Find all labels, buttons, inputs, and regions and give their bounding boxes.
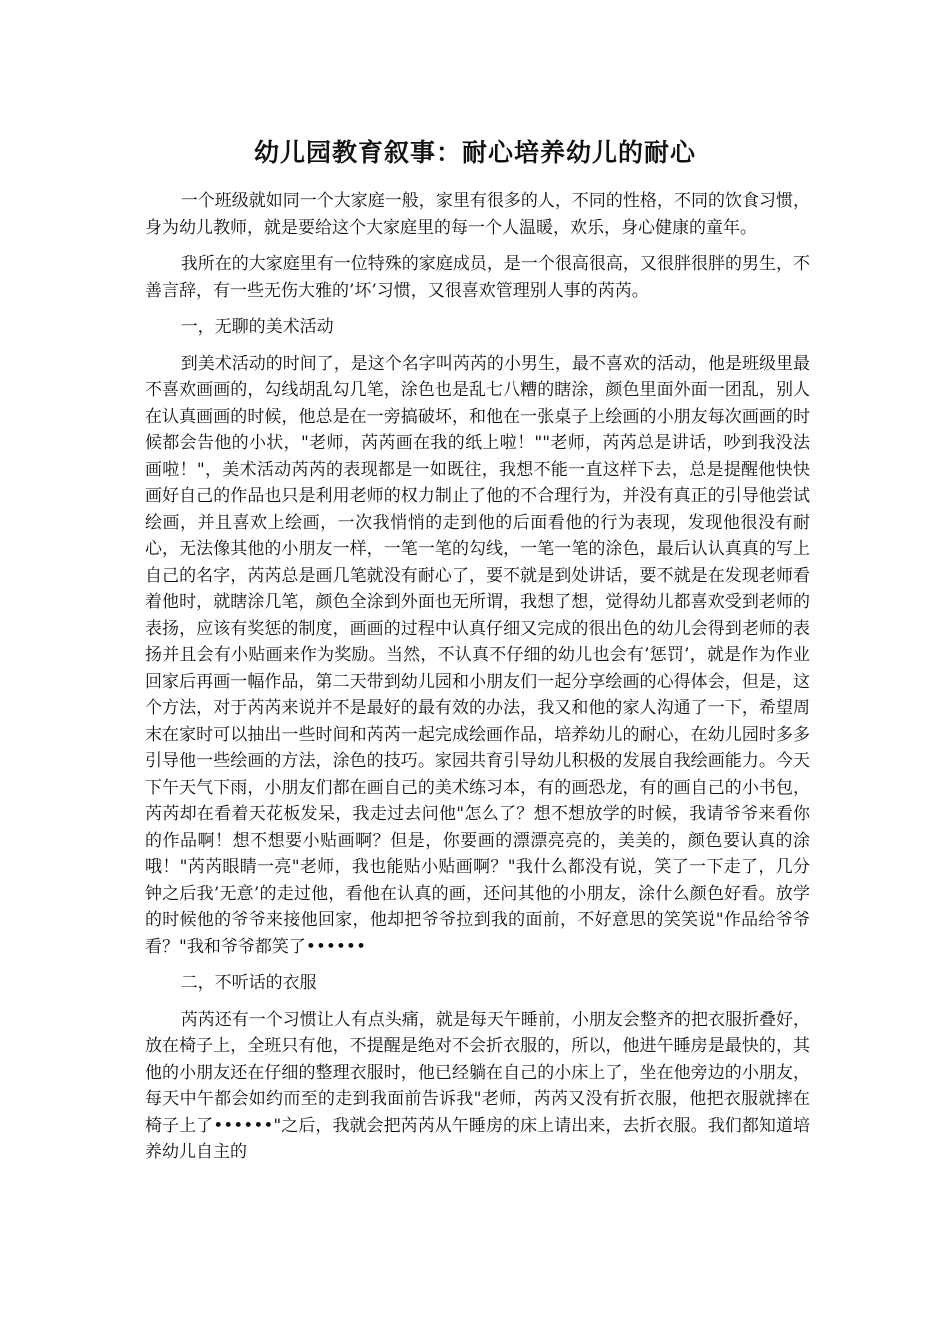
- intro-paragraph-2: 我所在的大家庭里有一位特殊的家庭成员，是一个很高很高，又很胖很胖的男生，不善言辞，有一些无伤大雅的’坏’习惯，又很喜欢管理别人事的芮芮。: [145, 254, 810, 301]
- section-1-heading: 一，无聊的美术活动: [180, 317, 334, 337]
- section-2-heading: 二，不听话的衣服: [180, 973, 317, 993]
- intro-paragraph-1: 一个班级就如同一个大家庭一般，家里有很多的人，不同的性格，不同的饮食习惯，身为幼儿教师，就是要给这个大家庭里的每一个人温暖，欢乐，身心健康的童年。: [145, 191, 810, 238]
- document-title: 幼儿园教育叙事：耐心培养幼儿的耐心: [253, 138, 696, 167]
- section-1-paragraph: 到美术活动的时间了，是这个名字叫芮芮的小男生，最不喜欢的活动，他是班级里最不喜欢画画的，勾线胡乱勾几笔，涂色也是乱七八糟的瞎涂，颜色里面外面一团乱，别人在认真画画的时候，他总是在一旁搞破坏，和他在一张桌子上绘画的小朋友每次画画的时候都会告他的小状，"老师，芮芮画在我的纸上啦！""老师，芮芮总是讲话，吵到我没法画啦！"，美术活动芮芮的表现都是一如既往，我想不能一直这样下去，总是提醒他快快画好自己的作品也只是利用老师的权力制止了他的不合理行为，并没有真正的引导他尝试绘画，并且喜欢上绘画，一次我悄悄的走到他的后面看他的行为表现，发现他很没有耐心，无法像其他的小朋友一样，一笔一笔的勾线，一笔一笔的涂色，最后认认真真的写上自己的名字，芮芮总是画几笔就没有耐心了，要不就是到处讲话，要不就是在发现老师看着他时，就瞎涂几笔，颜色全涂到外面也无所谓，我想了想，觉得幼儿都喜欢受到老师的表扬，应该有奖惩的制度，画画的过程中认真仔细又完成的很出色的幼儿会得到老师的表扬并且会有小贴画来作为奖励。当然，不认真不仔细的幼儿也会有’惩罚’，就是作为作业回家后再画一幅作品，第二天带到幼儿园和小朋友们一起分享绘画的心得体会，但是，这个方法，对于芮芮来说并不是最好的最有效的办法，我又和他的家人沟通了一下，希望周末在家时可以抽出一些时间和芮芮一起完成绘画作品，培养幼儿的耐心，在幼儿园时多多引导他一些绘画的方法，涂色的技巧。家园共育引导幼儿积极的发展自我绘画能力。今天下午天气下雨，小朋友们都在画自己的美术练习本，有的画恐龙，有的画自己的小书包，芮芮却在看着天花板发呆，我走过去问他"怎么了？想不想放学的时候，我请爷爷来看你的作品啊！想不想要小贴画啊？但是，你要画的漂漂亮亮的，美美的，颜色要认真的涂哦！"芮芮眼睛一亮"老师，我也能贴小贴画啊？"我什么都没有说，笑了一下走了，几分钟之后我’无意’的走过他，看他在认真的画，还问其他的小朋友，涂什么颜色好看。放学的时候他的爷爷来接他回家，他却把爷爷拉到我的面前，不好意思的笑笑说"作品给爷爷看？"我和爷爷都笑了••••••: [145, 353, 810, 957]
- section-2-paragraph: 芮芮还有一个习惯让人有点头痛，就是每天午睡前，小朋友会整齐的把衣服折叠好，放在椅子上，全班只有他，不提醒是绝对不会折衣服的，所以，他进午睡房是最快的，其他的小朋友还在仔细的整理衣服时，他已经躺在自己的小床上了，坐在他旁边的小朋友，每天中午都会如约而至的走到我面前告诉我"老师，芮芮又没有折衣服，他把衣服就摔在椅子上了••••••"之后，我就会把芮芮从午睡房的床上请出来，去折衣服。我们都知道培养幼儿自主的: [145, 1009, 810, 1162]
- document-body: [145, 188, 810, 1176]
